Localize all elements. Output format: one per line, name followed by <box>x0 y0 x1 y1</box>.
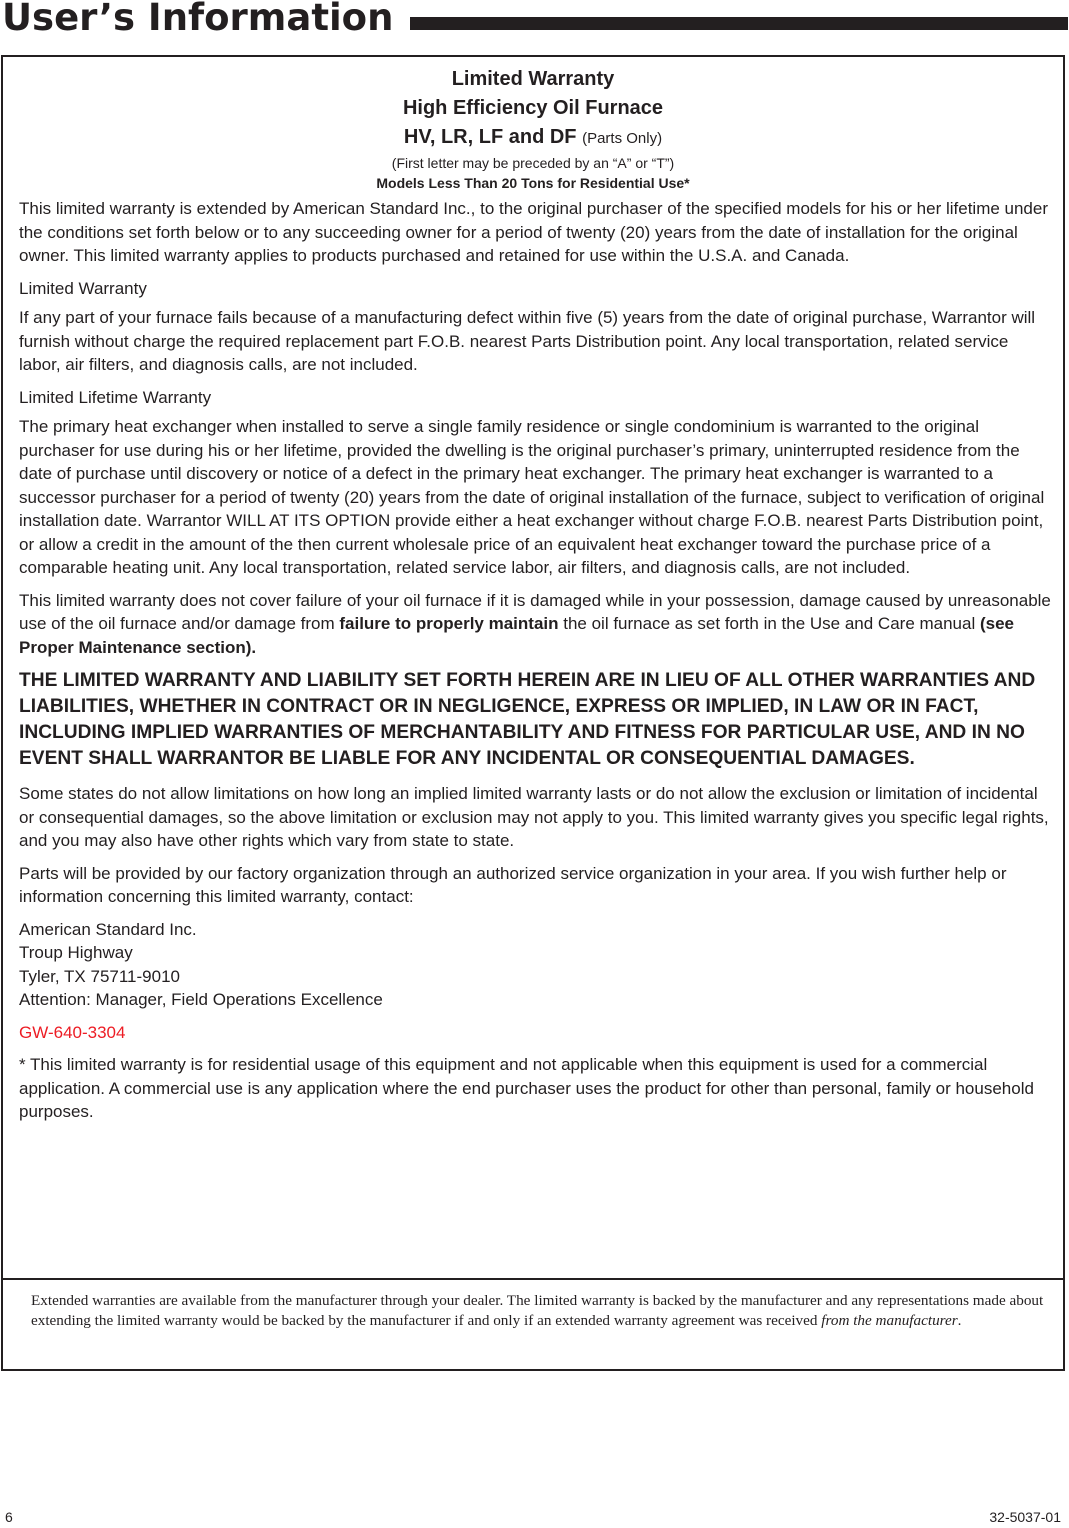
extended-text: Extended warranties are available from the manufacturer through your dealer. The limited warranty is backed by the manufacturer and any representations made about extending the limited warranty would be backed by the manufacturer if and only if an extended warranty agreement was received <box>31 1292 1044 1329</box>
section-divider <box>3 1278 1063 1280</box>
address-attention: Attention: Manager, Field Operations Excellence <box>19 990 383 1009</box>
models-list: HV, LR, LF and DF <box>403 126 577 148</box>
parts-only-note: (Parts Only) <box>582 130 663 147</box>
lifetime-warranty-paragraph: The primary heat exchanger when installed to serve a single family residence or single condominium is warranted to the original purchaser for use during his or her lifetime, provided the dwelling is the original purchaser’s primary, uninterrupted residence from the date of purchase until discovery or notice of a defect in the primary heat exchanger. The primary heat exchanger is warranted to a successor purchaser for a period of twenty (20) years from the date of original installation of the furnace, subject to verification of original installation date. Warrantor WILL AT ITS OPTION provide either a heat exchanger without charge F.O.B. nearest Parts Distribution point, or allow a credit in the amount of the then current wholesale price of an equivalent heat exchanger toward the purchase price of a comparable heating unit. Any local transportation, related service labor, air filters, and diagnosis calls, are not included. <box>19 417 1045 577</box>
warranty-title: Limited Warranty <box>451 68 615 90</box>
parts-paragraph: Parts will be provided by our factory organization through an authorized service organization in your area. If you wish further help or information concerning this limited warranty, contact: <box>19 863 1007 906</box>
footnote-paragraph: * This limited warranty is for residential usage of this equipment and not applicable when this equipment is used for a commercial application. A commercial use is any application where the end purchaser uses the product for other than personal, family or household purposes. <box>19 1055 1034 1121</box>
header-rule <box>410 17 1068 30</box>
contact-address <box>19 918 1053 1012</box>
extended-end: . <box>957 1312 962 1329</box>
extended-italic: from the manufacturer <box>821 1312 958 1329</box>
warranty-titles <box>3 65 1063 193</box>
residential-use-note: Models Less Than 20 Tons for Residential Use* <box>376 175 690 191</box>
page-header <box>0 0 1069 40</box>
coverage-text-1: This limited warranty does not cover failure of your oil furnace if it is damaged while in your possession, damage caused by unreasonable use of the oil furnace and/or damage from <box>19 590 1051 633</box>
prefix-note: (First letter may be preceded by an “A” or “T”) <box>391 155 675 171</box>
warranty-body <box>19 197 1053 1133</box>
coverage-bold-1: failure to properly maintain <box>339 614 559 633</box>
limited-warranty-paragraph: If any part of your furnace fails because of a manufacturing defect within five (5) years from the date of original purchase, Warrantor will furnish without charge the required replacement part F.O.B. nearest Parts Distribution point. Any local transportation, related service labor, air filters, and diagnosis calls, are not included. <box>19 308 1036 374</box>
page-number: 6 <box>5 1509 13 1525</box>
warranty-box <box>1 55 1065 1371</box>
limited-warranty-heading: Limited Warranty <box>19 278 147 298</box>
coverage-bold-2: (see Proper Maintenance section). <box>19 614 1015 657</box>
form-code: GW-640-3304 <box>19 1022 126 1042</box>
coverage-paragraph <box>19 589 1053 660</box>
address-company: American Standard Inc. <box>19 919 197 939</box>
extended-warranty-note <box>31 1291 1049 1331</box>
disclaimer-paragraph: THE LIMITED WARRANTY AND LIABILITY SET FORTH HEREIN ARE IN LIEU OF ALL OTHER WARRANTIES AND LIABILITIES, WHETHER IN CONTRACT OR IN NEGLIGENCE, EXPRESS OR IMPLIED, IN LAW OR IN FACT, INCLUDING IMPLIED WARRANTIES OF MERCHANTABILITY AND FITNESS FOR PARTICULAR USE, AND IN NO EVENT SHALL WARRANTOR BE LIABLE FOR ANY INCIDENTAL OR CONSEQUENTIAL DAMAGES. <box>19 670 1036 769</box>
lifetime-warranty-heading: Limited Lifetime Warranty <box>19 387 212 407</box>
product-title: High Efficiency Oil Furnace <box>402 97 664 119</box>
address-street: Troup Highway <box>19 943 133 962</box>
coverage-text-2: the oil furnace as set forth in the Use and Care manual <box>558 614 980 633</box>
page-title: User’s Information <box>2 0 394 39</box>
intro-paragraph: This limited warranty is extended by American Standard Inc., to the original purchaser of the specified models for his or her lifetime under the conditions set forth below or to any succeeding owner for a period of twenty (20) years from the date of installation for the original owner. This limited warranty applies to products purchased and retained for use within the U.S.A. and Canada. <box>19 199 1049 265</box>
states-paragraph: Some states do not allow limitations on how long an implied limited warranty lasts or do not allow the exclusion or limitation of incidental or consequential damages, so the above limitation or exclusion may not apply to you. This limited warranty gives you specific legal rights, and you may also have other rights which vary from state to state. <box>19 784 1049 850</box>
models-title <box>3 123 1063 153</box>
address-city: Tyler, TX 75711-9010 <box>19 966 180 986</box>
document-number: 32-5037-01 <box>989 1509 1061 1525</box>
